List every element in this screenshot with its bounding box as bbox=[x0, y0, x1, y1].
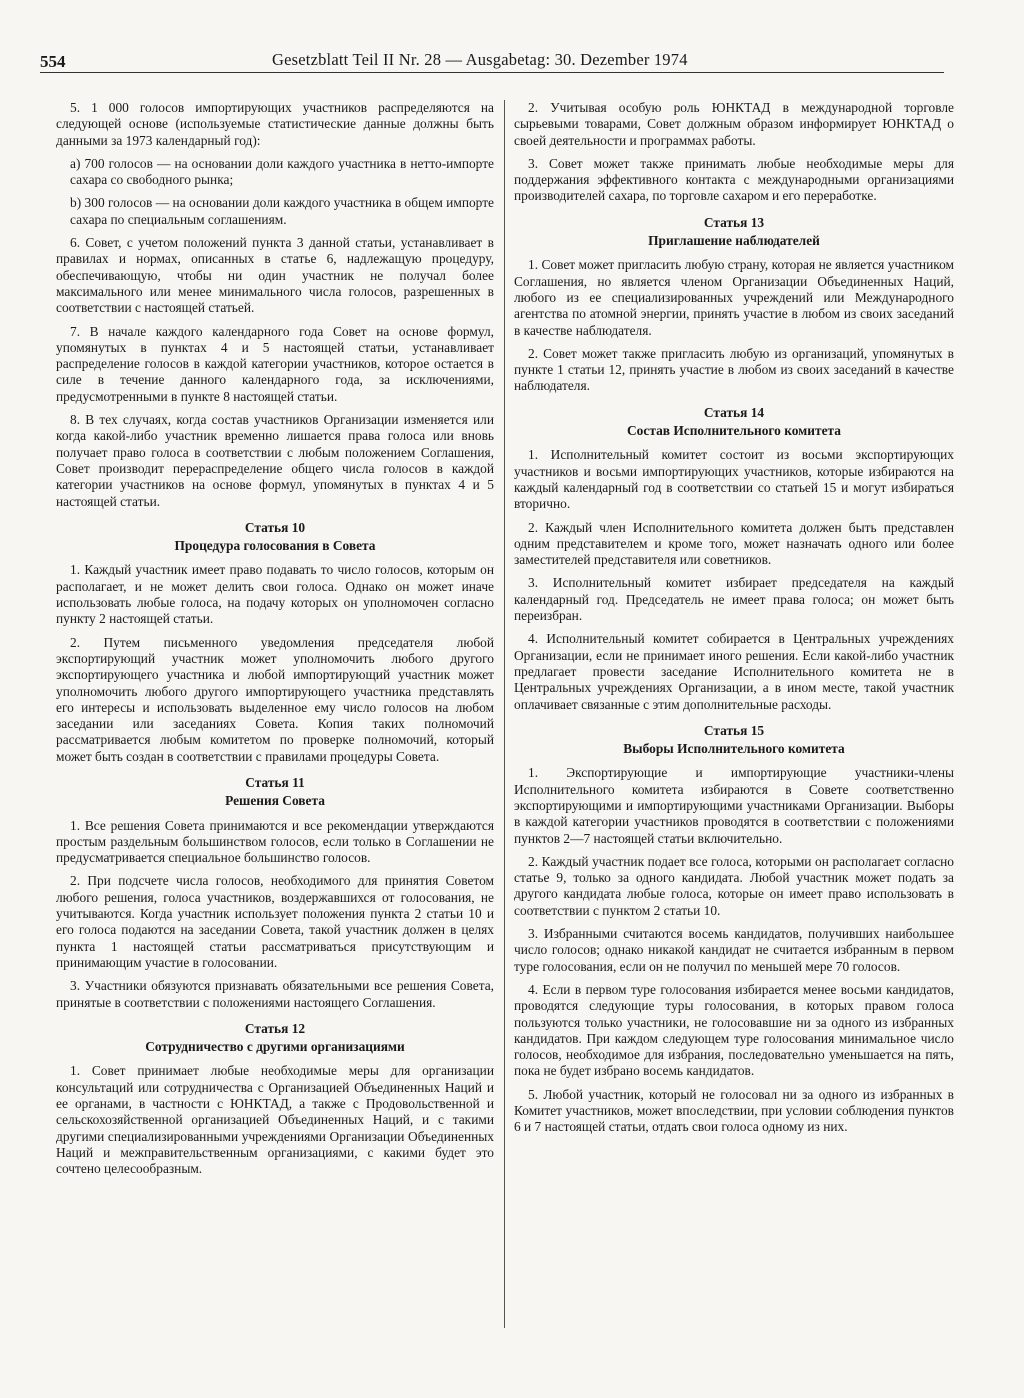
paragraph: 6. Совет, с учетом положений пункта 3 данной статьи, устанавливает в правилах и нормах, описанных в статье 6, надлежащую процедуру, обеспечивающую, чтобы ни один участник не получал более максимального или менее минимального числа голосов, разрешенных в соответствии с настоящей статьей. bbox=[56, 235, 494, 316]
paragraph: 1. Исполнительный комитет состоит из восьми экспортирующих участников и восьми импортирующих участников, которые избираются на каждый календарный год в соответствии со статьей 15 и могут избираться вторично. bbox=[514, 447, 954, 512]
paragraph: 3. Избранными считаются восемь кандидатов, получивших наибольшее число голосов; однако никакой кандидат не считается избранным в первом туре голосования, если он не получил по меньшей мере 70 голосов. bbox=[514, 926, 954, 974]
paragraph: 2. Каждый участник подает все голоса, которыми он располагает согласно статье 9, только за одного кандидата. Любой участник может подать за другого кандидата любые голоса, которые он имеет право использовать в соответствии с пунктом 2 статьи 10. bbox=[514, 853, 954, 918]
subparagraph-b: b) 300 голосов — на основании доли каждого участника в общем импорте сахара по специальным соглашениям. bbox=[70, 195, 494, 227]
paragraph: 5. 1 000 голосов импортирующих участников распределяются на следующей основе (используемые статистические данные должны быть данными за 1973 календарный год): bbox=[56, 100, 494, 148]
paragraph: 5. Любой участник, который не голосовал ни за одного из избранных в Комитет участников, может впоследствии, при условии соблюдения пунктов 6 и 7 настоящей статьи, отдать свои голоса одному из них. bbox=[514, 1086, 954, 1135]
article-title: Сотрудничество с другими организациями bbox=[145, 1039, 405, 1055]
article-title: Решения Совета bbox=[225, 793, 325, 809]
article-number: Статья 12 bbox=[244, 1020, 306, 1036]
paragraph: 4. Исполнительный комитет собирается в Центральных учреждениях Организации, если не принимает иного решения. Если какой-либо участник предлагает провести заседание Исполнительного комитета не в Центральных учреждениях Организации, а в ином месте, такой участник оплачивает связанные с этим дополнительные расходы. bbox=[514, 631, 954, 712]
article-title: Приглашение наблюдателей bbox=[648, 233, 820, 249]
running-title: Gesetzblatt Teil II Nr. 28 — Ausgabetag: 30. Dezember 1974 bbox=[272, 50, 688, 69]
article-title: Состав Исполнительного комитета bbox=[627, 423, 841, 439]
article-number: Статья 15 bbox=[703, 722, 765, 738]
article-number: Статья 14 bbox=[703, 404, 765, 420]
left-column bbox=[56, 100, 494, 1185]
article-number: Статья 10 bbox=[244, 519, 306, 535]
article-title: Выборы Исполнительного комитета bbox=[623, 741, 845, 757]
paragraph: 1. Все решения Совета принимаются и все рекомендации утверждаются простым раздельным большинством голосов, если только в Соглашении не предусматривается специальное большинство голосов. bbox=[56, 817, 494, 866]
paragraph: 2. Совет может также пригласить любую из организаций, упомянутых в пункте 1 статьи 12, принять участие в любом из своих заседаний в качестве наблюдателя. bbox=[514, 345, 954, 394]
column-divider bbox=[504, 100, 505, 1328]
right-column bbox=[514, 100, 954, 1143]
paragraph: 1. Совет принимает любые необходимые меры для организации консультаций или сотрудничества с Организацией Объединенных Наций и ее органами, в частности с ЮНКТАД, а также с Продовольственной и сельскохозяйственной организацией Объединенных Наций, и с такими другими специализированными учреждениями Организации Объединенных Наций и межправительственным организациями, с какими будет это сочтено целесообразным. bbox=[56, 1063, 494, 1177]
paragraph: 2. Каждый член Исполнительного комитета должен быть представлен одним представителем и кроме того, может назначать одного или более заместителей представителя или советников. bbox=[514, 519, 954, 568]
paragraph: 1. Совет может пригласить любую страну, которая не является участником Соглашения, но является членом Организации Объединенных Наций, любого из ее специализированных учреждений или Международного агентства по атомной энергии, принять участие в любом из своих заседаний в качестве наблюдателя. bbox=[514, 257, 954, 338]
paragraph: 4. Если в первом туре голосования избирается менее восьми кандидатов, проводятся следующие туры голосования, в которых правом голоса пользуются только участники, не голосовавшие ни за одного из избранных кандидатов. При каждом следующем туре голосования минимальное число голосов, необходимое для избрания, последовательно уменьшается на пять, пока не будет избрано восемь кандидатов. bbox=[514, 981, 954, 1079]
article-number: Статья 11 bbox=[245, 774, 305, 790]
paragraph: 3. Совет может также принимать любые необходимые меры для поддержания эффективного контакта с международными организациями производителей сахара, по торговле сахаром и его переработке. bbox=[514, 155, 954, 204]
article-title: Процедура голосования в Совета bbox=[174, 538, 376, 554]
paragraph: 3. Исполнительный комитет избирает председателя на каждый календарный год. Председатель не имеет права голоса; он может быть переизбран. bbox=[514, 575, 954, 624]
paragraph: 2. Путем письменного уведомления председателя любой экспортирующий участник может уполномочить любого другого экспортирующего участника и любой импортирующий участник может уполномочить любого другого импортирующего участника представлять его интересы и использовать выделенное ему число голосов на любом заседании или заседаниях Совета. Копия таких полномочий рассматривается любым комитетом по проверке полномочий, который может быть создан в соответствии с правилами процедуры Совета. bbox=[56, 634, 494, 764]
paragraph: 2. Учитывая особую роль ЮНКТАД в международной торговле сырьевыми товарами, Совет должным образом информирует ЮНКТАД о своей деятельности и программах работы. bbox=[514, 100, 954, 148]
paragraph: 2. При подсчете числа голосов, необходимого для принятия Советом любого решения, голоса участников, воздержавшихся от голосования, не учитываются. Когда участник использует положения пункта 2 статьи 10 и его голоса подаются на заседании Совета, такой участник должен в целях пункта 1 настоящей статьи рассматриваться присутствующим и принимающим участие в голосовании. bbox=[56, 873, 494, 970]
paragraph: 1. Каждый участник имеет право подавать то число голосов, которым он располагает, и не может делить свои голоса. Однако он может иначе использовать любые голоса, на подачу которых он уполномочен согласно пункту 2 настоящей статьи. bbox=[56, 562, 494, 627]
paragraph: 7. В начале каждого календарного года Совет на основе формул, упомянутых в пунктах 4 и 5 настоящей статьи, устанавливает распределение голосов в каждой категории участников, которое остается в силе в течение данного календарного года, за исключениями, предусмотренными в пункте 8 настоящей статьи. bbox=[56, 323, 494, 404]
page-header bbox=[40, 48, 944, 73]
page-number: 554 bbox=[40, 52, 66, 71]
subparagraph-a: a) 700 голосов — на основании доли каждого участника в нетто-импорте сахара со свободного рынка; bbox=[70, 155, 494, 188]
paragraph: 8. В тех случаях, когда состав участников Организации изменяется или когда какой-либо участник временно лишается права голоса или вновь получает право голоса в соответствии с любым положением Соглашения, Совет производит перераспределение общего числа голосов в каждой категории участников на основе формул, упомянутых в пунктах 4 и 5 настоящей статьи. bbox=[56, 412, 494, 509]
paragraph: 3. Участники обязуются признавать обязательными все решения Совета, принятые в соответствии с положениями настоящего Соглашения. bbox=[56, 978, 494, 1010]
article-number: Статья 13 bbox=[703, 214, 765, 230]
paragraph: 1. Экспортирующие и импортирующие участники-члены Исполнительного комитета избираются в Совете соответственно экспортирующими и импортирующими участниками Организации. Выборы в каждой категории участников проводятся в соответствии с положениями пунктов 2—7 настоящей статьи включительно. bbox=[514, 765, 954, 846]
